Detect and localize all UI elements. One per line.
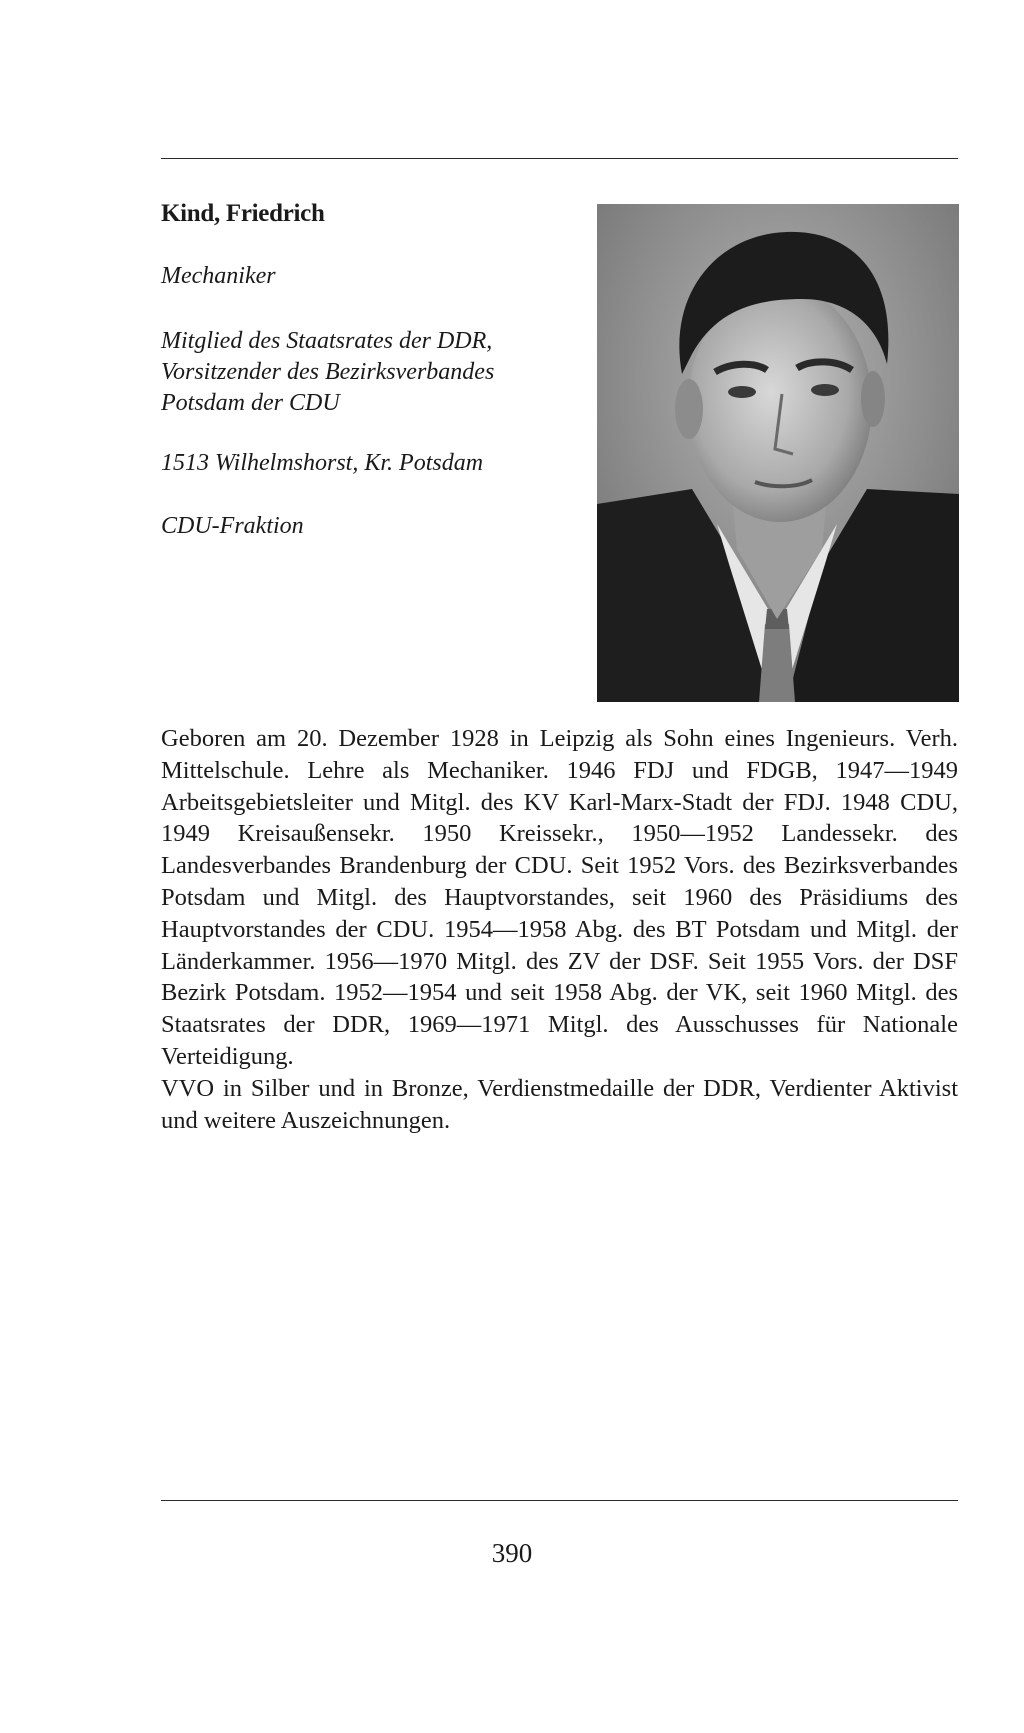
portrait-illustration <box>597 204 959 702</box>
page-number: 390 <box>491 1538 533 1568</box>
entry-faction: CDU-Fraktion <box>161 513 304 539</box>
top-rule <box>161 158 958 159</box>
entry-profession: Mechaniker <box>161 263 276 289</box>
entry-functions <box>161 326 494 419</box>
biography-text: Geboren am 20. Dezember 1928 in Leipzig als Sohn eines Ingenieurs. Verh. Mittelschule. Lehre als Mechaniker. 1946 FDJ und FDGB, 1947—1949 Arbeitsgebietsleiter und Mitgl. des KV Karl-Marx-Stadt der FDJ. 1948 CDU, 1949 Kreisaußensekr. 1950 Kreissekr., 1950—1952 Landessekr. des Landesverbandes Brandenburg der CDU. Seit 1952 Vors. des Bezirksverbandes Potsdam und Mitgl. des Hauptvorstandes, seit 1960 des Präsidiums des Hauptvorstandes der CDU. 1954—1958 Abg. des BT Potsdam und Mitgl. der Länderkammer. 1956—1970 Mitgl. des ZV der DSF. Seit 1955 Vors. der DSF Bezirk Potsdam. 1952—1954 und seit 1958 Abg. der VK, seit 1960 Mitgl. des Staatsrates der DDR, 1969—1971 Mitgl. des Ausschusses für Nationale Verteidigung. <box>161 725 958 1070</box>
function-line: Potsdam der CDU <box>161 390 340 416</box>
function-line: Mitglied des Staatsrates der DDR, <box>161 328 493 354</box>
entry-address: 1513 Wilhelmshorst, Kr. Potsdam <box>161 450 484 476</box>
portrait-photo <box>597 204 959 702</box>
function-line: Vorsitzender des Bezirksverbandes <box>161 359 495 385</box>
bottom-rule <box>161 1500 958 1501</box>
biography-block <box>161 723 958 1136</box>
awards-text: VVO in Silber und in Bronze, Verdienstmedaille der DDR, Verdienter Aktivist und weitere Auszeichnungen. <box>161 1074 958 1134</box>
entry-name: Kind, Friedrich <box>161 200 325 227</box>
